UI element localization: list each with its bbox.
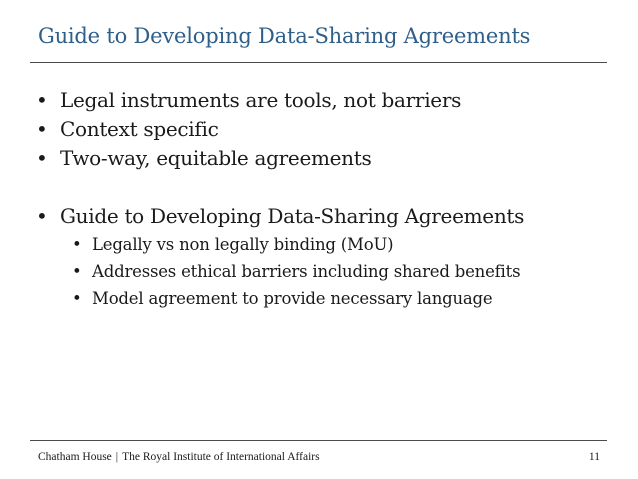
bullet-glyph: • [36, 117, 48, 141]
sub-bullet-item [36, 285, 616, 312]
bullet-glyph: • [36, 88, 48, 112]
footer-attribution [38, 451, 320, 463]
bullet-glyph: • [72, 262, 82, 281]
bullet-text: Guide to Developing Data-Sharing Agreements [60, 204, 525, 228]
bullet-text: Legal instruments are tools, not barriers [60, 88, 462, 112]
footer-divider [30, 440, 607, 441]
bullet-text: Context specific [60, 117, 219, 141]
bullet-text: Two-way, equitable agreements [60, 146, 372, 170]
sub-bullet-item [36, 231, 616, 258]
bullet-glyph: • [36, 146, 48, 170]
spacer [36, 173, 616, 202]
bullet-item [36, 144, 616, 173]
slide-title: Guide to Developing Data-Sharing Agreements [38, 24, 531, 48]
bullet-list [36, 86, 616, 312]
bullet-glyph: • [72, 289, 82, 308]
bullet-item [36, 86, 616, 115]
bullet-item [36, 115, 616, 144]
footer-institute: The Royal Institute of International Affairs [122, 451, 320, 463]
footer-organization: Chatham House [38, 451, 112, 463]
bullet-glyph: • [72, 235, 82, 254]
bullet-glyph: • [36, 204, 48, 228]
footer-separator: | [115, 451, 119, 463]
title-divider [30, 62, 607, 63]
bullet-item [36, 202, 616, 231]
sub-bullet-text: Addresses ethical barriers including shared benefits [92, 262, 521, 281]
sub-bullet-item [36, 258, 616, 285]
page-number: 11 [588, 451, 600, 463]
sub-bullet-text: Legally vs non legally binding (MoU) [92, 235, 394, 254]
sub-bullet-text: Model agreement to provide necessary language [92, 289, 493, 308]
